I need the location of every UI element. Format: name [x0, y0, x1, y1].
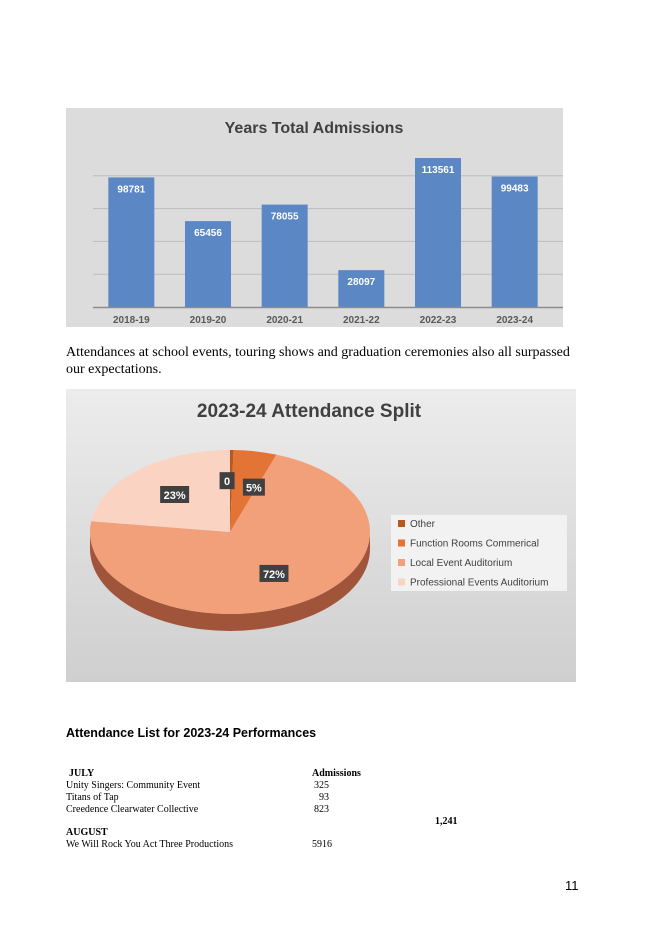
table-row-name: Unity Singers: Community Event: [66, 780, 201, 791]
body-paragraph: Attendances at school events, touring shows and graduation ceremonies also all surpassed our expectations.: [66, 345, 570, 377]
july-total: 1,241: [435, 816, 458, 827]
table-row-name: Creedence Clearwater Collective: [66, 804, 199, 815]
bar-data-label: 65456: [194, 228, 222, 240]
legend-label: Function Rooms Commerical: [410, 538, 539, 550]
pie-chart-title: 2023-24 Attendance Split: [196, 401, 422, 422]
x-tick-label: 2019-20: [189, 315, 227, 326]
bar-data-label: 98781: [117, 184, 146, 196]
month-july: JULY: [69, 768, 95, 779]
pie-data-label: 72%: [262, 568, 285, 581]
x-tick-label: 2020-21: [266, 315, 304, 326]
page-number: 11: [565, 878, 579, 893]
legend-swatch: [398, 559, 405, 566]
legend-swatch: [398, 579, 405, 586]
bar-data-label: 99483: [500, 183, 529, 195]
pie-data-label: 5%: [245, 482, 262, 495]
x-tick-label: 2022-23: [419, 315, 457, 326]
admissions-header: Admissions: [312, 768, 361, 779]
legend-label: Other: [410, 519, 436, 530]
table-row-value: 93: [319, 792, 329, 803]
admissions-bar-chart: [66, 108, 563, 327]
legend-swatch: [398, 520, 405, 527]
bar-2018-19: [108, 177, 154, 307]
bar-data-label: 113561: [421, 165, 455, 177]
table-row-name: We Will Rock You Act Three Productions: [66, 839, 234, 850]
x-tick-label: 2023-24: [496, 315, 534, 326]
bar-2023-24: [492, 176, 538, 307]
legend-swatch: [398, 540, 405, 547]
pie-data-label: 23%: [163, 490, 186, 503]
bar-2022-23: [415, 158, 461, 307]
month-august: AUGUST: [66, 827, 108, 838]
bar-chart-title: Years Total Admissions: [224, 120, 404, 137]
table-row-value: 325: [314, 780, 329, 791]
bar-2021-22: [338, 270, 384, 307]
x-tick-label: 2021-22: [342, 315, 380, 326]
bar-data-label: 78055: [270, 211, 299, 223]
table-row-value: 823: [314, 804, 329, 815]
attendance-pie-chart: [66, 389, 576, 682]
table-row-name: Titans of Tap: [66, 792, 119, 803]
attendance-list-title: Attendance List for 2023-24 Performances: [66, 726, 317, 740]
pie-chart-legend: [391, 515, 567, 591]
table-row-value: 5916: [312, 839, 332, 850]
pie-data-label: 0: [224, 476, 231, 489]
legend-label: Local Event Auditorium: [410, 558, 513, 569]
bar-data-label: 28097: [347, 277, 376, 289]
legend-label: Professional Events Auditorium: [410, 577, 549, 589]
x-tick-label: 2018-19: [112, 315, 150, 326]
